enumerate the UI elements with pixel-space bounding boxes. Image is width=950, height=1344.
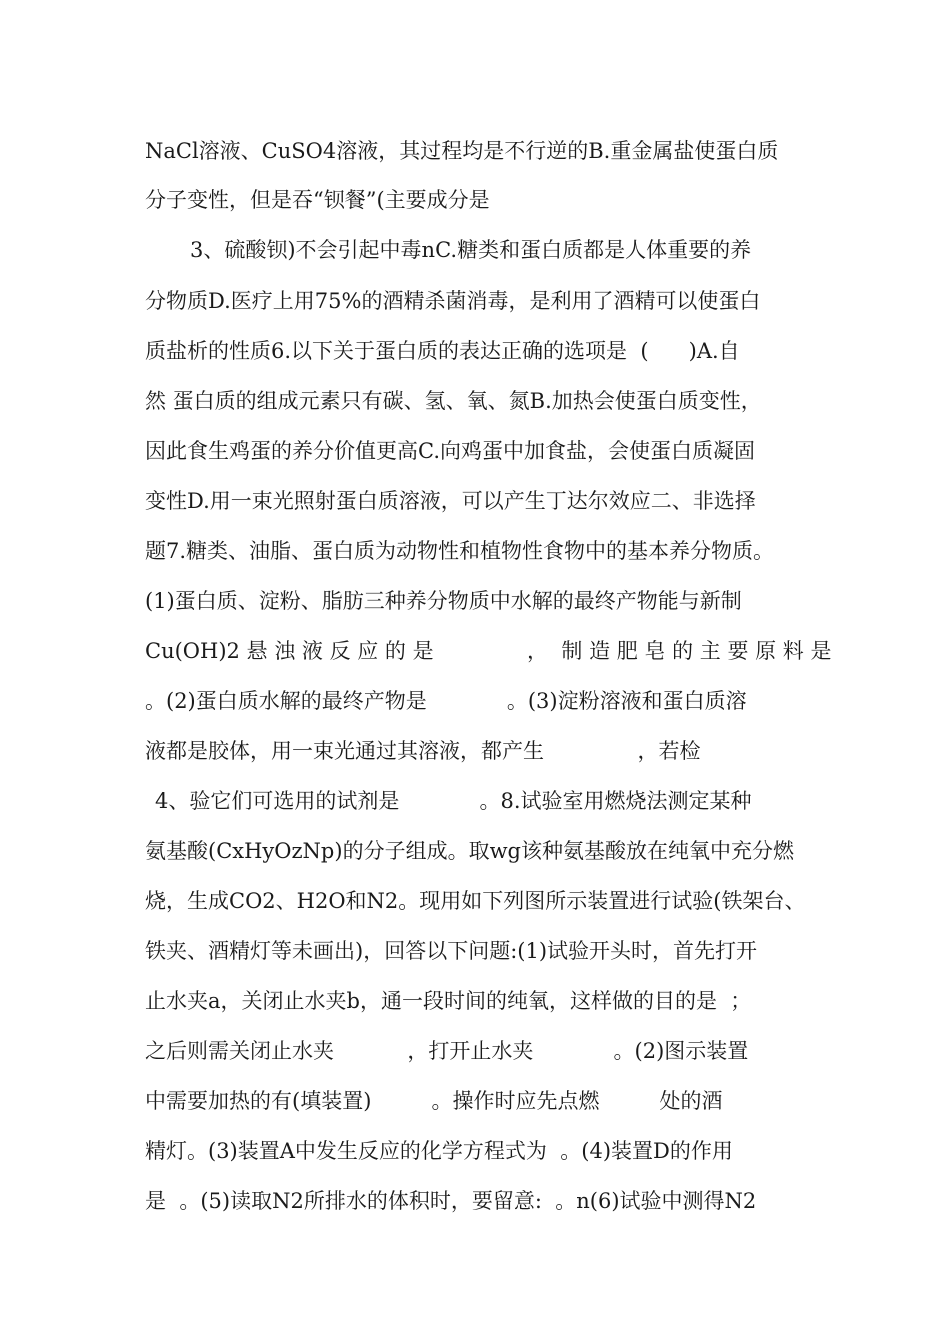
text-line: 因此食生鸡蛋的养分价值更高C.向鸡蛋中加食盐，会使蛋白质凝固	[145, 439, 755, 463]
text-line: 精灯。(3)装置A中发生反应的化学方程式为 。(4)装置D的作用	[145, 1139, 733, 1163]
text-line: Cu(OH)2 悬 浊 液 反 应 的 是 ， 制 造 肥 皂 的 主 要 原 料 是	[145, 639, 832, 663]
text-line: 分子变性，但是吞“钡餐”(主要成分是	[145, 188, 490, 212]
text-line: 烧，生成CO2、H2O和N2。现用如下列图所示装置进行试验(铁架台、	[145, 889, 806, 913]
text-line: 3、硫酸钡)不会引起中毒nC.糖类和蛋白质都是人体重要的养	[190, 238, 752, 262]
text-line: NaCl溶液、CuSO4溶液，其过程均是不行逆的B.重金属盐使蛋白质	[145, 139, 779, 163]
text-line: 是 。(5)读取N2所排水的体积时，要留意: 。n(6)试验中测得N2	[145, 1189, 757, 1213]
text-line: 铁夹、酒精灯等未画出)，回答以下问题:(1)试验开头时，首先打开	[145, 939, 758, 963]
text-line: 中需要加热的有(填装置) 。操作时应先点燃 处的酒	[145, 1089, 723, 1113]
text-line: 之后则需关闭止水夹 ，打开止水夹 。(2)图示装置	[145, 1039, 749, 1063]
text-line: 然 蛋白质的组成元素只有碳、氢、氧、氮B.加热会使蛋白质变性，	[145, 389, 762, 413]
text-line: 液都是胶体，用一束光通过其溶液，都产生 ，若检	[145, 739, 701, 763]
text-line: 分物质D.医疗上用75%的酒精杀菌消毒，是利用了酒精可以使蛋白	[145, 289, 761, 313]
text-line: 氨基酸(CxHyOzNp)的分子组成。取wg该种氨基酸放在纯氧中充分燃	[145, 839, 794, 863]
text-line: 题7.糖类、油脂、蛋白质为动物性和植物性食物中的基本养分物质。	[145, 539, 775, 563]
text-line: 4、验它们可选用的试剂是 。8.试验室用燃烧法测定某种	[155, 789, 752, 813]
text-line: 止水夹a，关闭止水夹b，通一段时间的纯氧，这样做的目的是 ；	[145, 989, 752, 1013]
text-line: 变性D.用一束光照射蛋白质溶液，可以产生丁达尔效应二、非选择	[145, 489, 756, 513]
text-line: 。(2)蛋白质水解的最终产物是 。(3)淀粉溶液和蛋白质溶	[145, 689, 747, 713]
text-line: 质盐析的性质6.以下关于蛋白质的表达正确的选项是 ( )A.自	[145, 339, 740, 363]
text-line: (1)蛋白质、淀粉、脂肪三种养分物质中水解的最终产物能与新制	[145, 589, 742, 613]
